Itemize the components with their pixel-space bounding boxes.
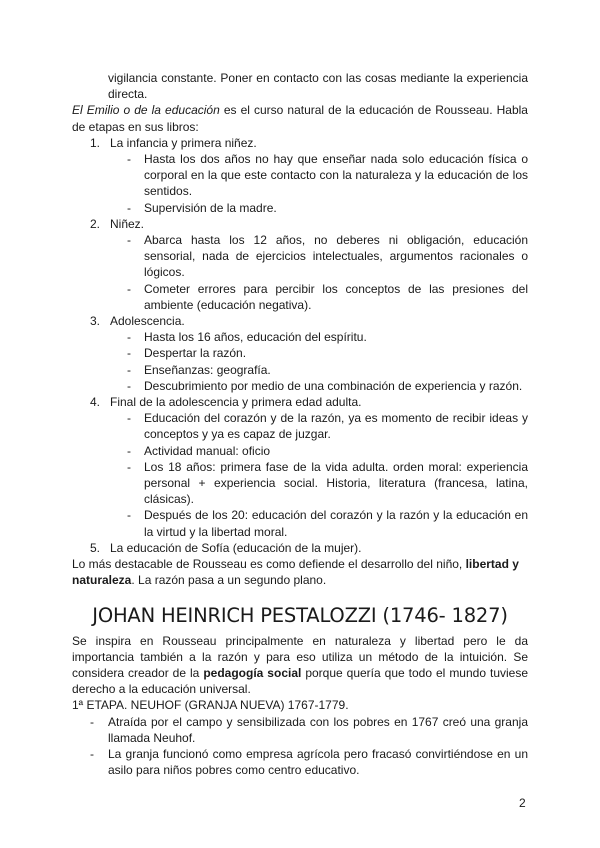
stages-list xyxy=(72,394,528,410)
list-item xyxy=(72,329,528,345)
list-item-text: Hasta los 16 años, educación del espíritu. xyxy=(144,330,367,345)
stage-number: 3. xyxy=(90,314,101,329)
list-item xyxy=(72,232,528,281)
summary-paragraph xyxy=(72,556,528,588)
list-item-text: Educación del corazón y de la razón, ya es momento de recibir ideas y conceptos y ya es capaz de juzgar. xyxy=(144,411,528,442)
list-item xyxy=(72,459,528,508)
stage-title: Adolescencia. xyxy=(110,314,185,329)
stage-number: 2. xyxy=(90,216,101,231)
document-page xyxy=(72,70,528,778)
list-item-text: Los 18 años: primera fase de la vida adulta. orden moral: experiencia personal + experiencia social. Historia, literatura (francesa, latina, clásicas). xyxy=(144,459,528,507)
stage-item xyxy=(72,216,528,232)
dash-marker: - xyxy=(127,346,131,361)
stage-item xyxy=(72,313,528,329)
emilio-text: es el curso natural de la educación de Rousseau. Habla de etapas en sus libros: xyxy=(72,103,528,134)
stage-heading: 1ª ETAPA. NEUHOF (GRANJA NUEVA) 1767-1779. xyxy=(72,698,349,713)
summary-text-end: . La razón pasa a un segundo plano. xyxy=(131,573,327,588)
pestalozzi-intro xyxy=(72,633,528,698)
dash-marker: - xyxy=(127,152,131,167)
dash-marker: - xyxy=(127,443,131,458)
emilio-paragraph xyxy=(72,102,528,134)
list-item-text: Actividad manual: oficio xyxy=(144,443,271,458)
list-item xyxy=(72,378,528,394)
dash-marker: - xyxy=(127,281,131,296)
list-item xyxy=(72,345,528,361)
stage-number: 5. xyxy=(90,540,101,555)
list-item xyxy=(72,200,528,216)
stage-title: La educación de Sofía (educación de la mujer). xyxy=(110,540,362,555)
stage-4-points xyxy=(72,410,528,540)
list-item-text: Después de los 20: educación del corazón y la razón y la educación en la virtud y la libertad moral. xyxy=(144,508,528,539)
stage-title: La infancia y primera niñez. xyxy=(110,135,257,150)
list-item-text: La granja funcionó como empresa agrícola pero fracasó convirtiéndose en un asilo para niños pobres como centro educativo. xyxy=(108,746,528,778)
list-item xyxy=(72,281,528,313)
dash-marker: - xyxy=(90,714,94,729)
list-item xyxy=(72,746,528,778)
stage-1-points xyxy=(72,151,528,216)
list-item xyxy=(72,714,528,746)
list-item xyxy=(72,410,528,442)
stages-list xyxy=(72,540,528,556)
list-item xyxy=(72,443,528,459)
list-item-text: Cometer errores para percibir los conceptos de las presiones del ambiente (educación negativa). xyxy=(144,281,528,312)
stage-2-points xyxy=(72,232,528,313)
stage-title: Final de la adolescencia y primera edad adulta. xyxy=(110,395,362,410)
intro-bold: pedagogía social xyxy=(203,665,302,680)
list-item-text: Abarca hasta los 12 años, no deberes ni obligación, educación sensorial, nada de ejercicios intelectuales, argumentos racionales o lógicos. xyxy=(144,233,528,280)
intro-text: Se inspira en Rousseau principalmente en naturaleza y libertad pero le da importancia también a la razón y para eso utiliza un método de la intuición. Se considera creador de la xyxy=(72,633,528,680)
stage-item xyxy=(72,135,528,151)
dash-marker: - xyxy=(127,200,131,215)
stages-list xyxy=(72,135,528,151)
stages-list xyxy=(72,313,528,329)
stage-3-points xyxy=(72,329,528,394)
dash-marker: - xyxy=(127,508,131,523)
stage-number: 4. xyxy=(90,395,101,410)
stage-number: 1. xyxy=(90,135,101,150)
summary-bold: libertad y naturaleza xyxy=(72,557,519,588)
list-item-text: Descubrimiento por medio de una combinación de experiencia y razón. xyxy=(144,378,523,393)
dash-marker: - xyxy=(127,459,131,474)
dash-marker: - xyxy=(127,362,131,377)
dash-marker: - xyxy=(127,378,131,393)
section-heading: JOHAN HEINRICH PESTALOZZI (1746- 1827) xyxy=(92,603,508,627)
stage-title: Niñez. xyxy=(110,216,145,231)
list-item-text: Despertar la razón. xyxy=(144,346,247,361)
dash-marker: - xyxy=(127,330,131,345)
dash-marker: - xyxy=(127,233,131,248)
emilio-title: El Emilio o de la educación xyxy=(72,103,220,118)
stage-1-neuhof-points xyxy=(72,714,528,779)
list-item-text: Supervisión de la madre. xyxy=(144,200,277,215)
list-item xyxy=(72,151,528,200)
stage-item xyxy=(72,540,528,556)
intro-text-end: porque quería que todo el mundo tuviese derecho a la educación universal. xyxy=(72,665,529,697)
list-item xyxy=(72,507,528,539)
list-item-text: Atraída por el campo y sensibilizada con los pobres en 1767 creó una granja llamada Neuhof. xyxy=(108,714,528,745)
list-item-text: Hasta los dos años no hay que enseñar nada solo educación física o corporal en la que este contacto con la naturaleza y la educación de los sentidos. xyxy=(144,152,528,199)
list-item xyxy=(72,362,528,378)
stage-item xyxy=(72,394,528,410)
stages-list xyxy=(72,216,528,232)
dash-marker: - xyxy=(90,746,94,761)
summary-text: Lo más destacable de Rousseau es como defiende el desarrollo del niño, xyxy=(72,557,466,572)
page-number: 2 xyxy=(519,796,526,810)
dash-marker: - xyxy=(127,411,131,426)
list-item-text: Enseñanzas: geografía. xyxy=(144,362,271,377)
intro-continuation: vigilancia constante. Poner en contacto con las cosas mediante la experiencia directa. xyxy=(108,71,528,102)
